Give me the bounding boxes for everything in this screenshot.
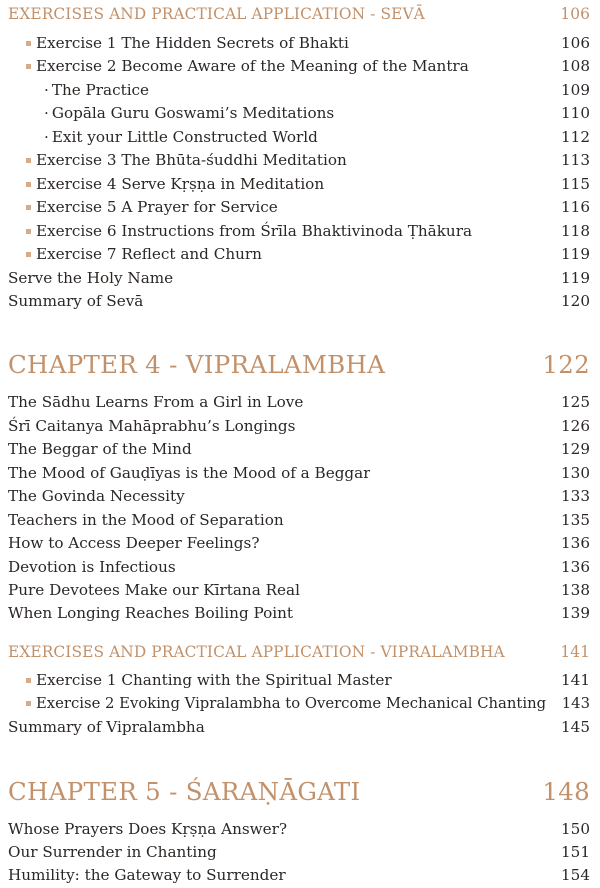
toc-entry[interactable]	[8, 841, 590, 863]
page-number: 138	[561, 581, 590, 599]
entry-title: Teachers in the Mood of Separation	[8, 511, 284, 529]
toc-entry[interactable]	[8, 864, 590, 886]
entry-title: The Beggar of the Mind	[8, 440, 192, 458]
page-number: 119	[561, 269, 590, 287]
page-number: 139	[561, 604, 590, 622]
chapter-title: CHAPTER 5 - ŚARAṆĀGATI	[8, 777, 361, 806]
entry-title: Gopāla Guru Goswami’s Meditations	[51, 104, 335, 122]
bullet-square-icon	[26, 678, 31, 683]
toc-entry[interactable]	[8, 290, 590, 312]
bullet-square-icon	[26, 205, 31, 210]
toc-entry[interactable]	[8, 462, 590, 484]
bullet-square-icon	[26, 252, 31, 257]
toc-entry[interactable]	[8, 267, 590, 289]
page-number: 143	[561, 695, 590, 712]
toc-entry[interactable]	[8, 818, 590, 840]
entry-title: Summary of Vipralambha	[8, 718, 205, 736]
toc-chapter-heading[interactable]	[8, 774, 590, 810]
toc-entry[interactable]	[8, 716, 590, 738]
toc-entry[interactable]	[44, 126, 590, 148]
toc-entry[interactable]	[8, 391, 590, 413]
page-number: 116	[561, 198, 590, 216]
entry-title: Pure Devotees Make our Kīrtana Real	[8, 581, 300, 599]
page-number: 112	[561, 128, 590, 146]
entry-title: When Longing Reaches Boiling Point	[8, 604, 293, 622]
entry-title: Exercise 2 Evoking Vipralambha to Overcome Mechanical Chanting	[36, 695, 547, 712]
page-number: 141	[561, 671, 590, 689]
entry-title: Exercise 1 The Hidden Secrets of Bhakti	[36, 34, 349, 52]
bullet-dot-icon: ·	[44, 104, 49, 122]
page-number: 150	[561, 820, 590, 838]
bullet-square-icon	[26, 41, 31, 46]
bullet-square-icon	[26, 701, 31, 706]
toc-entry[interactable]	[8, 579, 590, 601]
toc-entry[interactable]	[26, 243, 590, 265]
entry-title: Exercise 7 Reflect and Churn	[36, 245, 262, 263]
page-number: 122	[542, 350, 590, 379]
page-number: 106	[560, 5, 590, 23]
page-number: 119	[561, 245, 590, 263]
toc-entry[interactable]	[8, 602, 590, 624]
entry-title: The Mood of Gauḍīyas is the Mood of a Beggar	[8, 464, 371, 482]
page-number: 109	[561, 81, 590, 99]
page-number: 141	[560, 643, 590, 661]
entry-title: Devotion is Infectious	[8, 558, 176, 576]
page-number: 136	[561, 534, 590, 552]
bullet-square-icon	[26, 158, 31, 163]
page-number: 154	[561, 866, 590, 884]
toc-entry[interactable]	[26, 149, 590, 171]
entry-title: Serve the Holy Name	[8, 269, 174, 287]
page-number: 148	[542, 777, 590, 806]
bullet-square-icon	[26, 64, 31, 69]
toc-entry[interactable]	[8, 485, 590, 507]
toc-entry[interactable]	[44, 102, 590, 124]
page-number: 118	[561, 222, 590, 240]
toc-chapter-heading[interactable]	[8, 347, 590, 383]
page-number: 106	[561, 34, 590, 52]
page-number: 113	[561, 151, 590, 169]
section-title: EXERCISES AND PRACTICAL APPLICATION - VIPRALAMBHA	[8, 643, 505, 661]
page-number: 130	[561, 464, 590, 482]
page-number: 108	[561, 57, 590, 75]
toc-entry[interactable]	[8, 415, 590, 437]
toc-entry[interactable]	[8, 532, 590, 554]
toc-entry[interactable]	[8, 556, 590, 578]
page-number: 110	[561, 104, 590, 122]
page-number: 120	[561, 292, 590, 310]
bullet-square-icon	[26, 229, 31, 234]
entry-title: The Sādhu Learns From a Girl in Love	[8, 393, 304, 411]
page-number: 125	[561, 393, 590, 411]
entry-title: Exercise 2 Become Aware of the Meaning of the Mantra	[36, 57, 469, 75]
entry-title: Whose Prayers Does Kṛṣṇa Answer?	[8, 820, 288, 838]
bullet-square-icon	[26, 182, 31, 187]
toc-entry[interactable]	[26, 55, 590, 77]
toc-section-heading[interactable]	[8, 2, 590, 26]
toc-entry[interactable]	[26, 32, 590, 54]
entry-title: Exit your Little Constructed World	[51, 128, 318, 146]
page-number: 136	[561, 558, 590, 576]
page-number: 145	[561, 718, 590, 736]
entry-title: Śrī Caitanya Mahāprabhu’s Longings	[8, 417, 296, 435]
page-number: 133	[561, 487, 590, 505]
toc-entry[interactable]	[26, 693, 590, 715]
toc-entry[interactable]	[26, 220, 590, 242]
page-number: 129	[561, 440, 590, 458]
entry-title: Exercise 3 The Bhūta-śuddhi Meditation	[36, 151, 347, 169]
entry-title: The Govinda Necessity	[8, 487, 185, 505]
entry-title: How to Access Deeper Feelings?	[8, 534, 260, 552]
entry-title: Our Surrender in Chanting	[8, 843, 217, 861]
page-number: 151	[561, 843, 590, 861]
page-number: 135	[561, 511, 590, 529]
toc-entry[interactable]	[26, 669, 590, 691]
toc-section-heading[interactable]	[8, 640, 590, 664]
entry-title: Exercise 1 Chanting with the Spiritual Master	[36, 671, 392, 689]
chapter-title: CHAPTER 4 - VIPRALAMBHA	[8, 350, 386, 379]
toc-entry[interactable]	[44, 79, 590, 101]
bullet-dot-icon: ·	[44, 128, 49, 146]
entry-title: Exercise 4 Serve Kṛṣṇa in Meditation	[36, 175, 325, 193]
page-number: 126	[561, 417, 590, 435]
entry-title: The Practice	[51, 81, 150, 99]
bullet-dot-icon: ·	[44, 81, 49, 99]
entry-title: Exercise 5 A Prayer for Service	[36, 198, 278, 216]
toc-entry[interactable]	[8, 438, 590, 460]
entry-title: Humility: the Gateway to Surrender	[8, 866, 286, 884]
toc-entry[interactable]	[26, 196, 590, 218]
entry-title: Exercise 6 Instructions from Śrīla Bhaktivinoda Ṭhākura	[36, 222, 473, 240]
section-title: EXERCISES AND PRACTICAL APPLICATION - SEVĀ	[8, 5, 425, 23]
page-number: 115	[561, 175, 590, 193]
toc-entry[interactable]	[26, 173, 590, 195]
entry-title: Summary of Sevā	[8, 292, 144, 310]
toc-entry[interactable]	[8, 509, 590, 531]
